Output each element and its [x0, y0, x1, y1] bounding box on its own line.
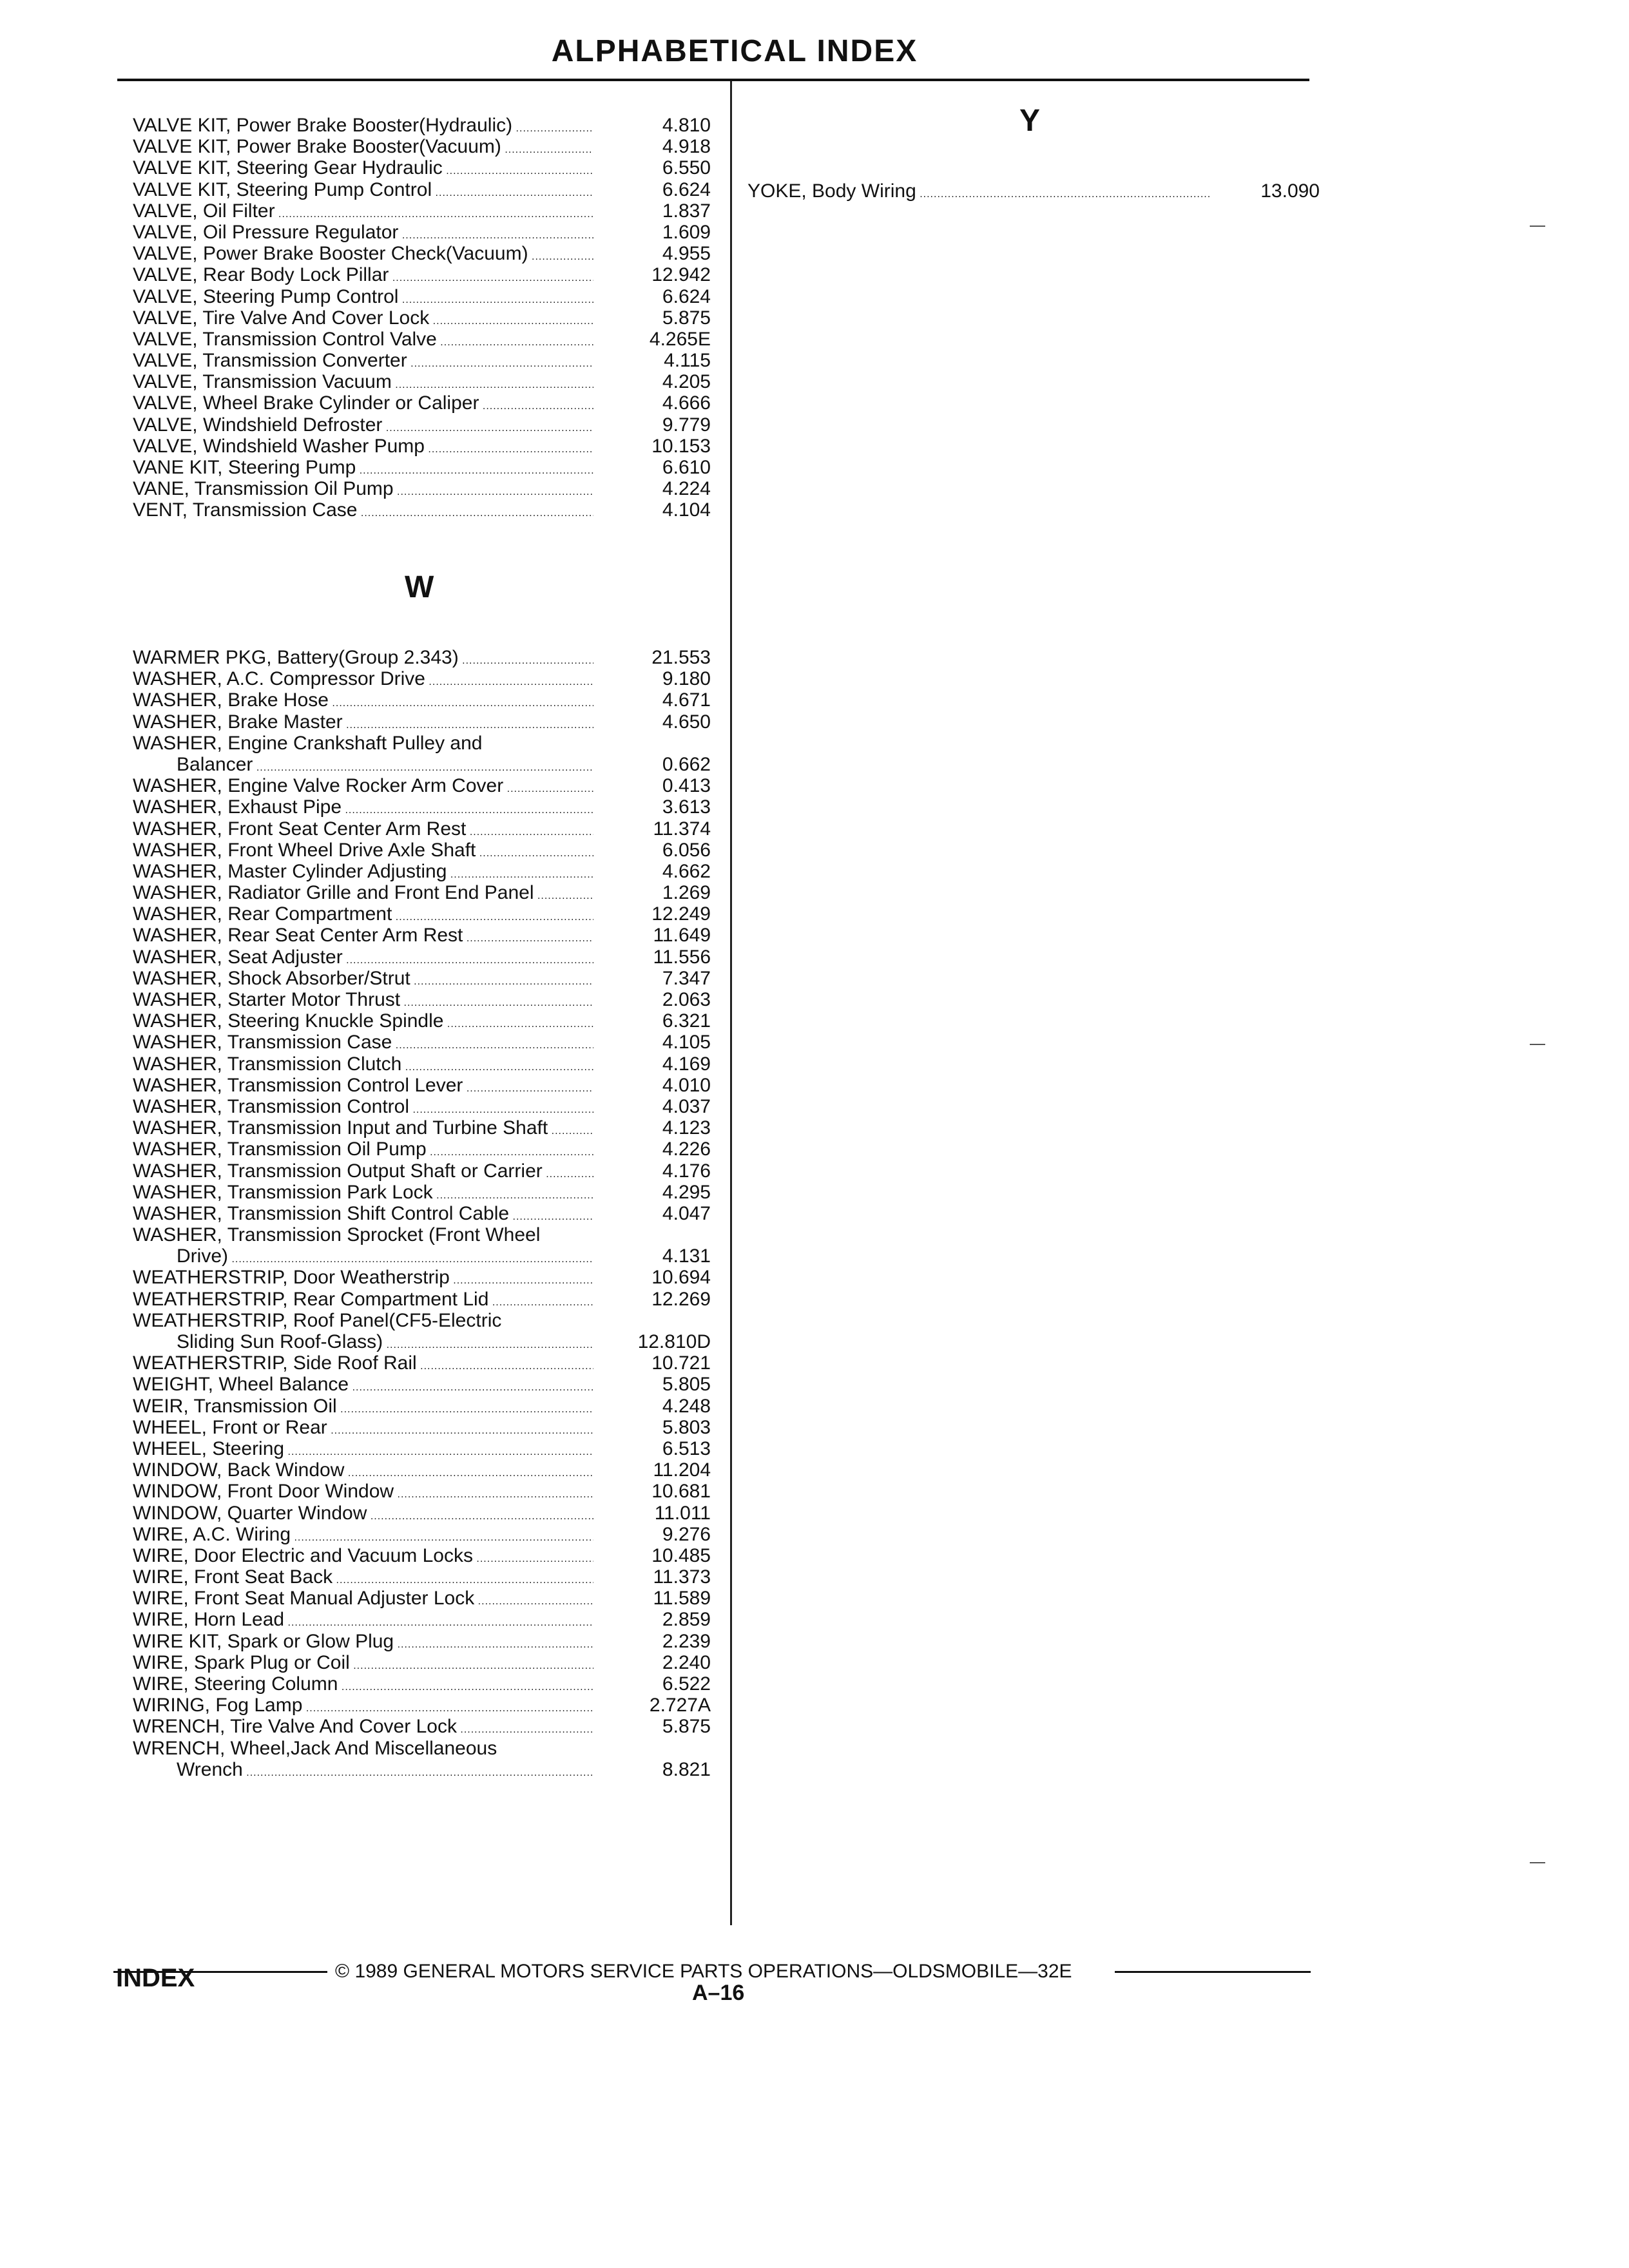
entry-page: 12.810D	[637, 1331, 711, 1352]
index-entry	[133, 754, 713, 775]
header-rule	[117, 79, 1309, 81]
index-entry	[133, 1374, 713, 1395]
entry-text: VALVE, Transmission Control Valve .....	[133, 329, 593, 353]
entry-text: Balancer .....	[133, 754, 593, 778]
entry-text: WASHER, Exhaust Pipe .....	[133, 796, 593, 821]
entry-page: 4.650	[662, 711, 711, 733]
index-entry	[133, 1267, 713, 1288]
index-entry	[133, 1738, 713, 1759]
entry-text: WINDOW, Front Door Window .....	[133, 1481, 593, 1505]
index-entry	[133, 968, 713, 989]
entry-text: WASHER, Transmission Oil Pump .....	[133, 1139, 593, 1163]
margin-mark	[1530, 226, 1545, 227]
entry-page: 4.010	[662, 1074, 711, 1096]
entry-text: VALVE, Transmission Vacuum .....	[133, 371, 593, 396]
entry-page: 2.240	[662, 1651, 711, 1673]
entry-text: WEATHERSTRIP, Side Roof Rail .....	[133, 1352, 593, 1377]
entry-page: 6.522	[662, 1673, 711, 1695]
entry-page: 0.662	[662, 753, 711, 775]
index-entry	[133, 775, 713, 796]
entry-page: 9.779	[662, 414, 711, 436]
entry-page: 1.837	[662, 200, 711, 222]
entry-page: 4.205	[662, 371, 711, 393]
index-entry	[133, 200, 713, 222]
entry-page: 4.295	[662, 1181, 711, 1203]
entry-page: 5.875	[662, 307, 711, 329]
entry-page: 6.550	[662, 157, 711, 179]
entry-page: 6.056	[662, 839, 711, 861]
entry-text: WIRE KIT, Spark or Glow Plug .....	[133, 1631, 593, 1655]
index-entry	[133, 307, 713, 329]
entry-page: 10.721	[651, 1352, 711, 1374]
entry-text: VALVE, Wheel Brake Cylinder or Caliper .....	[133, 392, 593, 417]
index-entry	[133, 1117, 713, 1139]
index-section-w	[133, 647, 713, 1780]
entry-page: 4.104	[662, 499, 711, 521]
entry-page: 10.485	[651, 1544, 711, 1566]
index-entry	[133, 1631, 713, 1652]
entry-text: VALVE, Tire Valve And Cover Lock .....	[133, 307, 593, 332]
entry-text: VALVE, Windshield Washer Pump .....	[133, 436, 593, 460]
index-entry	[133, 350, 713, 371]
index-entry	[133, 1652, 713, 1673]
margin-mark	[1530, 1862, 1545, 1863]
entry-page: 8.821	[662, 1758, 711, 1780]
index-entry	[133, 1010, 713, 1032]
entry-page: 12.269	[651, 1288, 711, 1310]
entry-page: 11.374	[653, 818, 711, 840]
entry-page: 11.011	[654, 1502, 711, 1524]
index-entry	[133, 157, 713, 178]
entry-text: WINDOW, Back Window .....	[133, 1459, 593, 1484]
column-divider	[730, 81, 732, 1925]
index-entry	[133, 457, 713, 478]
index-entry	[133, 1182, 713, 1203]
index-entry	[133, 1224, 713, 1245]
entry-text: WASHER, Engine Crankshaft Pulley and	[133, 732, 483, 754]
entry-text: WEIR, Transmission Oil .....	[133, 1396, 593, 1420]
entry-text: Wrench .....	[133, 1759, 593, 1783]
entry-page: 4.226	[662, 1139, 711, 1160]
entry-text: WASHER, Steering Knuckle Spindle .....	[133, 1010, 593, 1035]
entry-page: 5.803	[662, 1416, 711, 1438]
index-entry	[133, 436, 713, 457]
entry-text: WHEEL, Steering .....	[133, 1438, 593, 1463]
entry-page: 4.176	[662, 1160, 711, 1182]
footer-section-label: INDEX	[116, 1964, 195, 1992]
entry-page: 4.105	[662, 1032, 711, 1053]
index-entry	[133, 179, 713, 200]
index-entry	[133, 840, 713, 861]
entry-text: WASHER, A.C. Compressor Drive .....	[133, 668, 593, 693]
index-entry	[133, 1588, 713, 1609]
index-entry	[133, 1352, 713, 1374]
entry-text: VALVE KIT, Power Brake Booster(Vacuum) .....	[133, 136, 593, 160]
footer-rule-right	[1115, 1971, 1311, 1973]
index-entry	[133, 1609, 713, 1630]
index-entry	[133, 1396, 713, 1417]
entry-text: WASHER, Transmission Control Lever .....	[133, 1075, 593, 1099]
entry-text: VALVE, Oil Pressure Regulator .....	[133, 222, 593, 246]
entry-page: 12.942	[651, 264, 711, 286]
index-entry	[133, 1032, 713, 1053]
entry-text: WHEEL, Front or Rear .....	[133, 1417, 593, 1441]
entry-text: WIRE, A.C. Wiring .....	[133, 1524, 593, 1548]
index-entry	[133, 1481, 713, 1502]
entry-text: WEATHERSTRIP, Roof Panel(CF5-Electric	[133, 1309, 502, 1331]
index-entry	[133, 1310, 713, 1331]
index-entry	[133, 711, 713, 733]
entry-page: 4.131	[662, 1245, 711, 1267]
entry-page: 4.666	[662, 392, 711, 414]
entry-page: 4.248	[662, 1395, 711, 1417]
index-entry	[133, 1053, 713, 1075]
entry-text: WASHER, Transmission Input and Turbine Shaft .....	[133, 1117, 593, 1142]
entry-text: WEATHERSTRIP, Rear Compartment Lid .....	[133, 1289, 593, 1313]
entry-text: WASHER, Rear Compartment .....	[133, 903, 593, 928]
entry-page: 4.047	[662, 1202, 711, 1224]
index-entry	[133, 1503, 713, 1524]
index-entry	[133, 371, 713, 392]
entry-text: YOKE, Body Wiring .....	[747, 180, 1211, 206]
entry-text: VANE, Transmission Oil Pump .....	[133, 478, 593, 503]
entry-page: 11.556	[653, 946, 711, 968]
index-entry	[133, 243, 713, 264]
entry-text: VALVE, Steering Pump Control .....	[133, 286, 593, 311]
index-entry	[133, 689, 713, 711]
entry-text: WIRE, Front Seat Manual Adjuster Lock .....	[133, 1588, 593, 1612]
index-entry	[133, 733, 713, 754]
entry-page: 4.265E	[649, 328, 711, 350]
footer-page-number: A–16	[692, 1981, 745, 2005]
index-entry	[133, 499, 713, 521]
entry-text: WEATHERSTRIP, Door Weatherstrip .....	[133, 1267, 593, 1291]
entry-page: 4.810	[662, 115, 711, 136]
entry-page: 6.610	[662, 457, 711, 478]
entry-page: 6.513	[662, 1437, 711, 1459]
entry-text: WASHER, Master Cylinder Adjusting .....	[133, 861, 593, 885]
entry-page: 21.553	[651, 647, 711, 668]
entry-text: WASHER, Starter Motor Thrust .....	[133, 989, 593, 1014]
entry-text: WASHER, Transmission Case .....	[133, 1032, 593, 1056]
index-entry	[133, 1203, 713, 1224]
entry-text: WASHER, Front Seat Center Arm Rest .....	[133, 818, 593, 843]
entry-text: WASHER, Shock Absorber/Strut .....	[133, 968, 593, 992]
index-entry	[133, 1673, 713, 1695]
index-entry	[133, 1524, 713, 1545]
index-entry	[133, 947, 713, 968]
entry-text: VALVE KIT, Steering Pump Control .....	[133, 179, 593, 204]
index-entry	[133, 1438, 713, 1459]
index-entry	[133, 264, 713, 285]
entry-text: VENT, Transmission Case .....	[133, 499, 593, 524]
section-letter-y: Y	[1019, 104, 1041, 138]
entry-page: 4.037	[662, 1095, 711, 1117]
entry-page: 11.204	[653, 1459, 711, 1481]
index-entry	[133, 392, 713, 414]
entry-page: 4.918	[662, 136, 711, 158]
entry-text: WASHER, Rear Seat Center Arm Rest .....	[133, 925, 593, 949]
index-entry	[133, 882, 713, 903]
entry-page: 4.169	[662, 1053, 711, 1075]
entry-page: 11.649	[653, 925, 711, 947]
index-entry	[133, 647, 713, 668]
entry-page: 2.859	[662, 1609, 711, 1631]
entry-page: 4.115	[664, 350, 711, 372]
entry-page: 6.321	[662, 1010, 711, 1032]
index-entry	[133, 903, 713, 925]
index-entry	[133, 222, 713, 243]
entry-text: WASHER, Transmission Sprocket (Front Wheel	[133, 1224, 541, 1246]
index-entry	[133, 1759, 713, 1780]
entry-page: 2.239	[662, 1630, 711, 1652]
entry-text: WASHER, Engine Valve Rocker Arm Cover .....	[133, 775, 593, 800]
entry-text: VALVE, Power Brake Booster Check(Vacuum) .....	[133, 243, 593, 267]
entry-page: 0.413	[662, 775, 711, 797]
entry-text: VALVE, Rear Body Lock Pillar .....	[133, 264, 593, 289]
index-entry	[133, 136, 713, 157]
entry-text: WASHER, Transmission Clutch .....	[133, 1053, 593, 1078]
entry-text: Sliding Sun Roof-Glass) .....	[133, 1331, 593, 1356]
entry-text: WIRING, Fog Lamp .....	[133, 1695, 593, 1719]
entry-page: 2.063	[662, 989, 711, 1010]
index-entry	[133, 1139, 713, 1160]
entry-text: VANE KIT, Steering Pump .....	[133, 457, 593, 481]
entry-page: 4.671	[662, 689, 711, 711]
entry-page: 3.613	[662, 796, 711, 818]
index-entry	[133, 1695, 713, 1716]
entry-page: 11.373	[653, 1566, 711, 1588]
entry-text: WASHER, Seat Adjuster .....	[133, 947, 593, 971]
entry-page: 5.805	[662, 1374, 711, 1396]
entry-text: WASHER, Brake Hose .....	[133, 689, 593, 714]
page-title: ALPHABETICAL INDEX	[551, 34, 918, 68]
section-letter-w: W	[405, 570, 434, 604]
index-entry	[133, 1417, 713, 1438]
entry-text: VALVE, Transmission Converter .....	[133, 350, 593, 374]
index-entry	[133, 478, 713, 499]
entry-text: WRENCH, Wheel,Jack And Miscellaneous	[133, 1737, 497, 1759]
entry-page: 10.694	[651, 1267, 711, 1289]
index-entry	[133, 668, 713, 689]
index-entry	[133, 1160, 713, 1182]
entry-page: 1.269	[662, 882, 711, 904]
entry-page: 1.609	[662, 221, 711, 243]
entry-text: WIRE, Door Electric and Vacuum Locks .....	[133, 1545, 593, 1570]
index-section-v	[133, 115, 713, 521]
index-entry	[133, 796, 713, 818]
index-entry	[133, 414, 713, 436]
entry-page: 12.249	[651, 903, 711, 925]
index-entry	[747, 180, 1327, 202]
entry-text: VALVE KIT, Steering Gear Hydraulic .....	[133, 157, 593, 182]
index-entry	[133, 115, 713, 136]
index-entry	[133, 1289, 713, 1310]
index-entry	[133, 861, 713, 882]
entry-text: WIRE, Horn Lead .....	[133, 1609, 593, 1633]
margin-mark	[1530, 1044, 1545, 1045]
entry-page: 10.681	[651, 1481, 711, 1503]
entry-page: 10.153	[651, 435, 711, 457]
entry-text: WASHER, Transmission Park Lock .....	[133, 1182, 593, 1206]
entry-text: WINDOW, Quarter Window .....	[133, 1503, 593, 1527]
index-entry	[133, 1545, 713, 1566]
entry-page: 13.090	[1260, 180, 1320, 202]
entry-page: 4.224	[662, 478, 711, 500]
entry-text: WASHER, Transmission Output Shaft or Carrier .....	[133, 1160, 593, 1185]
entry-page: 2.727A	[649, 1695, 711, 1716]
index-entry	[133, 1245, 713, 1267]
index-entry	[133, 286, 713, 307]
entry-page: 4.662	[662, 860, 711, 882]
index-entry	[133, 329, 713, 350]
entry-text: Drive) .....	[133, 1245, 593, 1270]
entry-text: WASHER, Transmission Control .....	[133, 1096, 593, 1120]
entry-text: WASHER, Radiator Grille and Front End Panel .....	[133, 882, 593, 907]
entry-page: 4.123	[662, 1117, 711, 1139]
entry-text: WASHER, Transmission Shift Control Cable .....	[133, 1203, 593, 1227]
index-entry	[133, 1096, 713, 1117]
entry-text: VALVE, Windshield Defroster .....	[133, 414, 593, 439]
entry-text: WASHER, Front Wheel Drive Axle Shaft .....	[133, 840, 593, 864]
entry-page: 5.875	[662, 1716, 711, 1738]
entry-page: 7.347	[662, 967, 711, 989]
index-entry	[133, 818, 713, 840]
entry-text: WASHER, Brake Master .....	[133, 711, 593, 736]
entry-text: WIRE, Front Seat Back .....	[133, 1566, 593, 1591]
index-entry	[133, 1075, 713, 1096]
entry-page: 6.624	[662, 178, 711, 200]
index-entry	[133, 1566, 713, 1588]
entry-page: 6.624	[662, 285, 711, 307]
entry-page: 9.276	[662, 1523, 711, 1545]
entry-text: WIRE, Spark Plug or Coil .....	[133, 1652, 593, 1677]
entry-page: 4.955	[662, 243, 711, 265]
index-entry	[133, 989, 713, 1010]
entry-text: WIRE, Steering Column .....	[133, 1673, 593, 1698]
entry-page: 11.589	[653, 1588, 711, 1610]
index-entry	[133, 1331, 713, 1352]
index-entry	[133, 1459, 713, 1481]
entry-text: VALVE, Oil Filter .....	[133, 200, 593, 225]
footer-copyright: © 1989 GENERAL MOTORS SERVICE PARTS OPERATIONS—OLDSMOBILE—32E	[335, 1961, 1072, 1982]
entry-text: VALVE KIT, Power Brake Booster(Hydraulic) .....	[133, 115, 593, 139]
index-entry	[133, 925, 713, 946]
entry-text: WRENCH, Tire Valve And Cover Lock .....	[133, 1716, 593, 1740]
entry-text: WEIGHT, Wheel Balance .....	[133, 1374, 593, 1398]
index-entry	[133, 1716, 713, 1737]
entry-text: WARMER PKG, Battery(Group 2.343) .....	[133, 647, 593, 671]
entry-page: 9.180	[662, 668, 711, 690]
